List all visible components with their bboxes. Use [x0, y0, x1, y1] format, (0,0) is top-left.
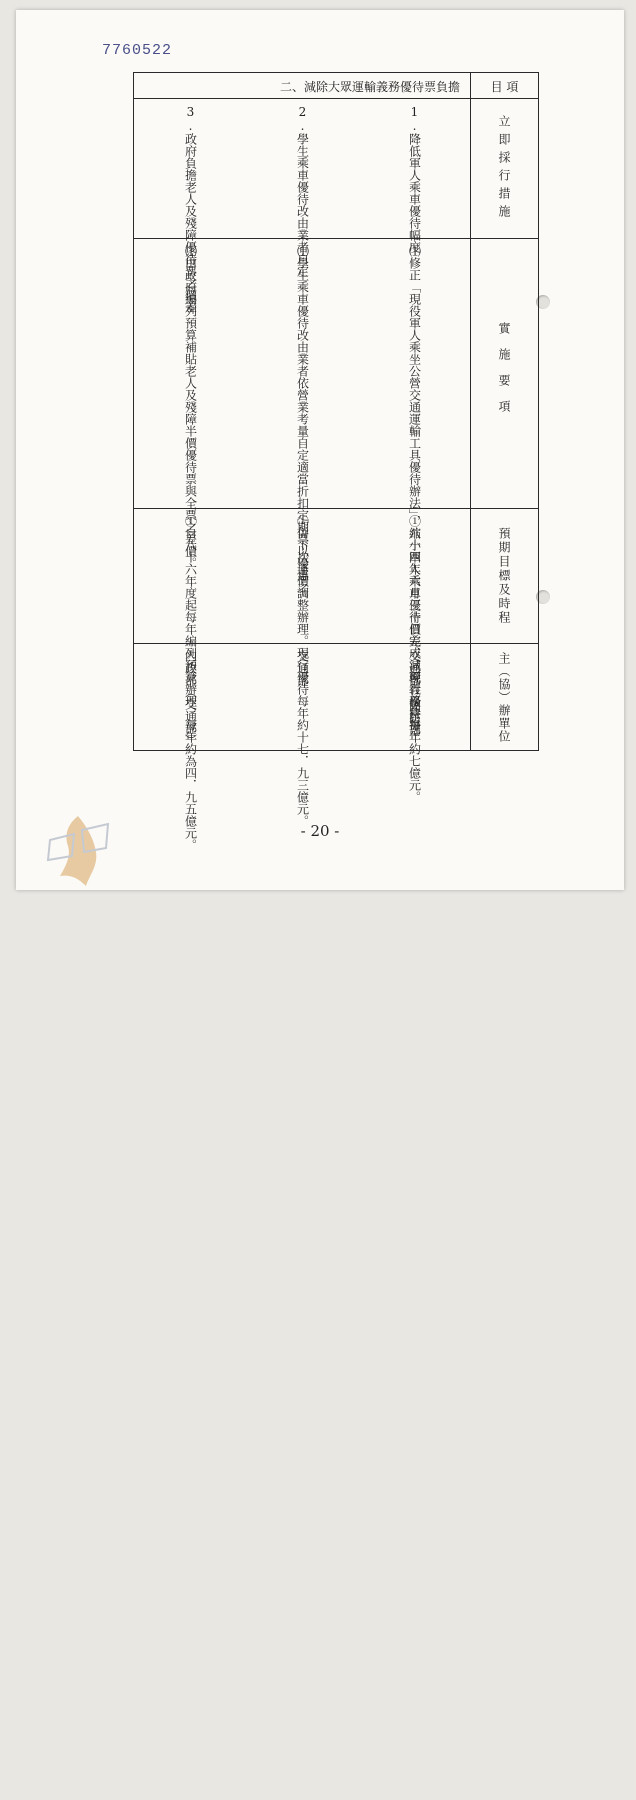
header-label-cell [471, 73, 539, 99]
row-label: 預期目標及時程 [497, 527, 511, 625]
cell-text: ⑴學生乘車優待改由業者依營業考量自定適當折扣定期票以優惠之。 [295, 245, 310, 605]
cell-text: ①八十四年六月三十日完成。現行優待每年約七億元。 [407, 515, 422, 803]
cell-text: 3.政府負擔老人及殘障優待票之價差 [183, 105, 198, 313]
archive-stamp-number: 7760522 [102, 42, 173, 59]
cell-text: 交通部 國防部 [407, 650, 422, 736]
cell-text: 內政部（交通部） [183, 650, 198, 746]
cell-text: 1.降低軍人乘車優待幅度 [407, 105, 422, 253]
row-label: 立即採行措施 [497, 114, 511, 223]
archive-logo-icon [38, 810, 118, 890]
cell-text: ⑴由政府編列預算補貼老人及殘障半價優待票與全票之差價。 [183, 245, 198, 569]
table-row [134, 644, 471, 751]
cell-text: 2.學生乘車優待改由業者自定 [295, 105, 310, 277]
table-title: 二、減除大眾運輸義務優待票負擔 [279, 80, 460, 94]
table-row [134, 99, 471, 313]
header-label: 目 項 [490, 80, 519, 94]
cell-text: ①併下次運價調整辦理。現行優待每年約十七．九三億元。 [295, 515, 310, 827]
page-number: - 20 - [300, 822, 340, 840]
cell-text: ①自八十六年度起每年編列預算辦理，每年約為四．九五億元。 [183, 515, 198, 851]
row-label: 主（協）辦單位 [497, 651, 511, 743]
cell-text: ⑴修正「現役軍人乘坐公營交通運輸工具優待辦法」，縮小軍人乘車優待價差，減輕義務負擔。 [407, 245, 422, 743]
document-page [16, 10, 624, 890]
row-label: 實施要項 [497, 321, 511, 426]
cell-text: 交通部 [295, 650, 310, 686]
table-title-cell [134, 73, 471, 99]
